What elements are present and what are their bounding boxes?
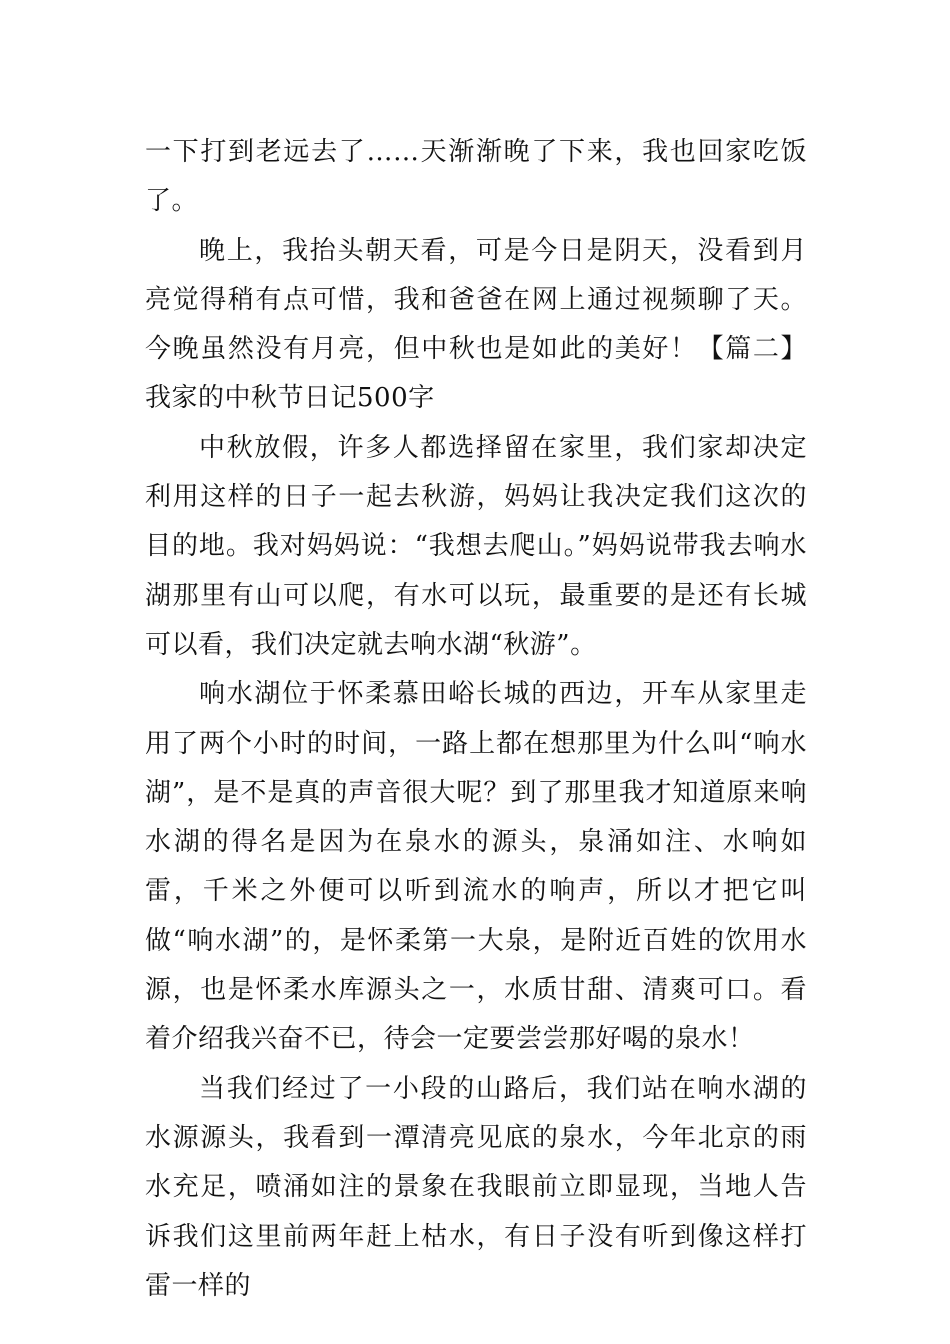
paragraph-5: 当我们经过了一小段的山路后，我们站在响水湖的水源源头，我看到一潭清亮见底的泉水，今年北京的雨水充足，喷涌如注的景象在我眼前立即显现，当地人告诉我们这里前两年赶上枯水，有日子没有听到像这样打雷一样的	[145, 1073, 807, 1301]
paragraph-2: 晚上，我抬头朝天看，可是今日是阴天，没看到月亮觉得稍有点可惜，我和爸爸在网上通过视频聊了天。今晚虽然没有月亮，但中秋也是如此的美好！【篇二】我家的中秋节日记500字	[145, 235, 807, 414]
document-body	[145, 128, 807, 1311]
paragraph-1: 一下打到老远去了……天渐渐晚了下来，我也回家吃饭了。	[145, 137, 807, 217]
paragraph-4: 响水湖位于怀柔慕田峪长城的西边，开车从家里走用了两个小时的时间，一路上都在想那里为什么叫“响水湖”，是不是真的声音很大呢？到了那里我才知道原来响水湖的得名是因为在泉水的源头，泉涌如注、水响如雷，千米之外便可以听到流水的响声，所以才把它叫做“响水湖”的，是怀柔第一大泉，是附近百姓的饮用水源，也是怀柔水库源头之一，水质甘甜、清爽可口。看着介绍我兴奋不已，待会一定要尝尝那好喝的泉水！	[145, 679, 807, 1055]
paragraph-3: 中秋放假，许多人都选择留在家里，我们家却决定利用这样的日子一起去秋游，妈妈让我决定我们这次的目的地。我对妈妈说：“我想去爬山。”妈妈说带我去响水湖那里有山可以爬，有水可以玩，最重要的是还有长城可以看，我们决定就去响水湖“秋游”。	[145, 432, 807, 660]
